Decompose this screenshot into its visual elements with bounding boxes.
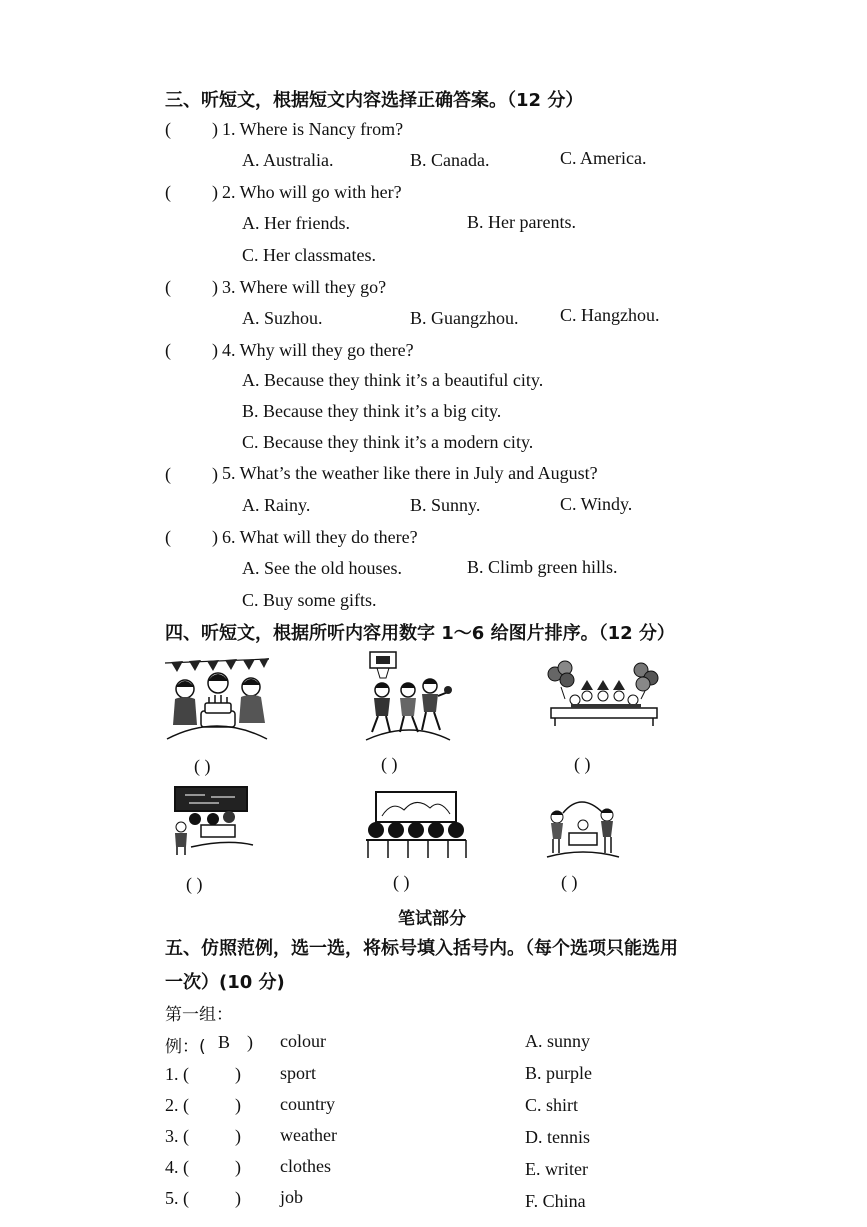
row-word: country bbox=[280, 1094, 335, 1114]
row-option: E. writer bbox=[525, 1159, 588, 1179]
row-option: B. purple bbox=[525, 1063, 592, 1083]
row-number: 2. ( bbox=[165, 1095, 189, 1115]
answer-paren-open[interactable]: ( bbox=[165, 119, 171, 139]
row-number: 5. ( bbox=[165, 1188, 189, 1208]
option-c: C. America. bbox=[560, 148, 647, 168]
picnic-children-picture bbox=[545, 795, 621, 859]
answer-paren-close: ) bbox=[212, 277, 218, 297]
row-number: 1. ( bbox=[165, 1064, 189, 1084]
option-a: A. Because they think it’s a beautiful city. bbox=[242, 370, 544, 390]
row-word: job bbox=[280, 1187, 304, 1207]
row-paren-close: ) bbox=[235, 1095, 241, 1115]
question-text: 3. Where will they go? bbox=[222, 277, 387, 297]
answer-paren-close: ) bbox=[212, 340, 218, 360]
option-a: A. Australia. bbox=[242, 150, 334, 170]
option-c: C. Windy. bbox=[560, 494, 633, 514]
classroom-blackboard-picture bbox=[165, 785, 255, 857]
answer-paren-close: ) bbox=[212, 464, 218, 484]
row-paren-close: ) bbox=[235, 1157, 241, 1177]
option-b: B. Because they think it’s a big city. bbox=[242, 401, 502, 421]
option-a: A. Suzhou. bbox=[242, 308, 323, 328]
row-number: 4. ( bbox=[165, 1157, 189, 1177]
row-paren-close: ) bbox=[235, 1064, 241, 1084]
row-option: D. tennis bbox=[525, 1127, 590, 1147]
option-c: C. Her classmates. bbox=[242, 245, 376, 265]
answer-paren-close: ) bbox=[212, 527, 218, 547]
row-number: 3. ( bbox=[165, 1126, 189, 1146]
answer-paren-open[interactable]: ( bbox=[165, 340, 171, 360]
question-text: 6. What will they do there? bbox=[222, 527, 418, 547]
row-paren-close: ) bbox=[247, 1032, 253, 1052]
birthday-party-picture bbox=[163, 655, 271, 741]
option-b: B. Guangzhou. bbox=[410, 308, 519, 328]
picture-answer-blank[interactable]: ( ) bbox=[194, 756, 211, 776]
option-a: A. Rainy. bbox=[242, 495, 311, 515]
option-b: B. Climb green hills. bbox=[467, 557, 618, 577]
answer-paren-close: ) bbox=[212, 182, 218, 202]
row-paren-close: ) bbox=[235, 1188, 241, 1208]
picture-answer-blank[interactable]: ( ) bbox=[381, 754, 398, 774]
picture-answer-blank[interactable]: ( ) bbox=[393, 872, 410, 892]
group-label: 第一组： bbox=[165, 1005, 233, 1025]
row-answer[interactable]: B bbox=[218, 1032, 231, 1052]
basketball-players-picture bbox=[362, 650, 454, 742]
row-number: 例：( bbox=[165, 1037, 206, 1057]
picture-answer-blank[interactable]: ( ) bbox=[574, 754, 591, 774]
row-option: C. shirt bbox=[525, 1095, 579, 1115]
picture-answer-blank[interactable]: ( ) bbox=[561, 872, 578, 892]
row-word: clothes bbox=[280, 1156, 331, 1176]
option-c: C. Hangzhou. bbox=[560, 305, 660, 325]
section3-title: 三、听短文，根据短文内容选择正确答案。（12 分） bbox=[165, 90, 584, 111]
section5-title-line1: 五、仿照范例，选一选，将标号填入括号内。（每个选项只能选用 bbox=[165, 938, 678, 959]
answer-paren-open[interactable]: ( bbox=[165, 277, 171, 297]
option-a: A. See the old houses. bbox=[242, 558, 402, 578]
option-c: C. Because they think it’s a modern city. bbox=[242, 432, 534, 452]
question-text: 2. Who will go with her? bbox=[222, 182, 402, 202]
row-word: sport bbox=[280, 1063, 316, 1083]
option-a: A. Her friends. bbox=[242, 213, 350, 233]
answer-paren-close: ) bbox=[212, 119, 218, 139]
answer-paren-open[interactable]: ( bbox=[165, 527, 171, 547]
row-option: A. sunny bbox=[525, 1031, 591, 1051]
section5-title-line2: 一次）(10 分) bbox=[165, 972, 285, 993]
option-c: C. Buy some gifts. bbox=[242, 590, 377, 610]
written-part-heading: 笔试部分 bbox=[398, 909, 466, 929]
row-paren-close: ) bbox=[235, 1126, 241, 1146]
row-option: F. China bbox=[525, 1191, 586, 1211]
question-text: 5. What’s the weather like there in July and August? bbox=[222, 463, 598, 483]
picture-answer-blank[interactable]: ( ) bbox=[186, 874, 203, 894]
balloon-party-picture bbox=[545, 660, 663, 728]
option-b: B. Her parents. bbox=[467, 212, 576, 232]
section4-title: 四、听短文，根据所听内容用数字 1～6 给图片排序。（12 分） bbox=[165, 623, 675, 644]
theatre-audience-picture bbox=[362, 790, 470, 860]
row-word: weather bbox=[280, 1125, 337, 1145]
question-text: 1. Where is Nancy from? bbox=[222, 119, 404, 139]
answer-paren-open[interactable]: ( bbox=[165, 464, 171, 484]
row-word: colour bbox=[280, 1031, 326, 1051]
option-b: B. Canada. bbox=[410, 150, 490, 170]
option-b: B. Sunny. bbox=[410, 495, 481, 515]
question-text: 4. Why will they go there? bbox=[222, 340, 414, 360]
answer-paren-open[interactable]: ( bbox=[165, 182, 171, 202]
